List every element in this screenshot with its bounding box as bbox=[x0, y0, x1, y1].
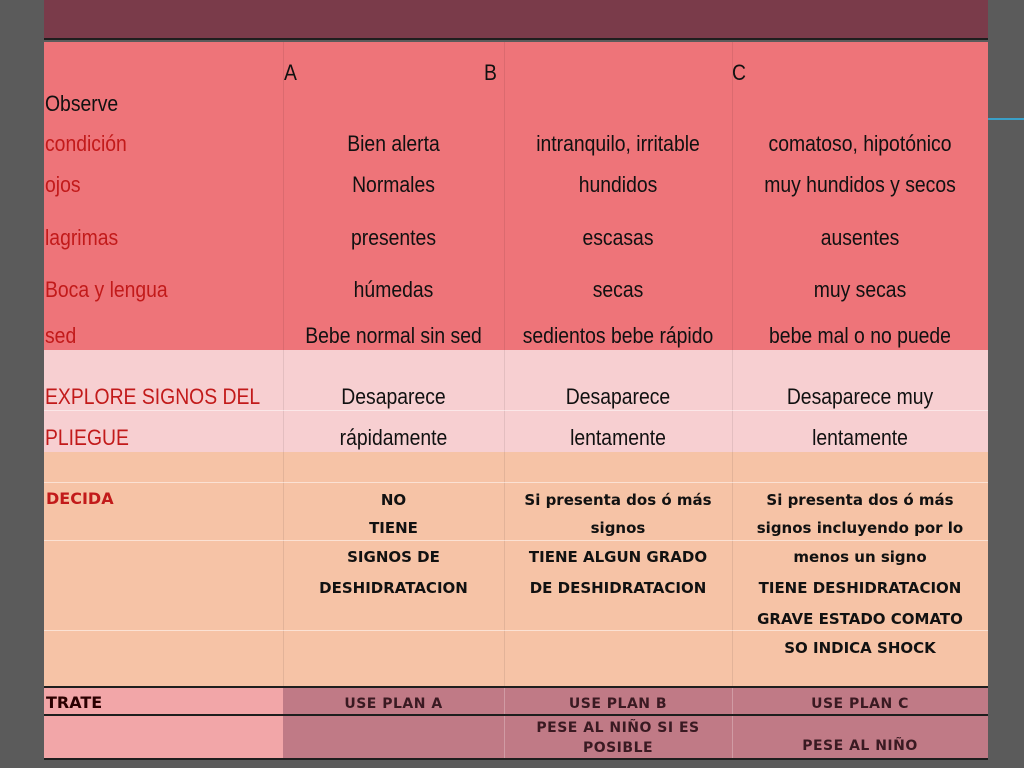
decide-row-divider-3 bbox=[44, 630, 988, 631]
cell-condicion-a: Bien alerta bbox=[347, 131, 440, 156]
explore-b-line-2: lentamente bbox=[570, 425, 666, 450]
cell-lagrimas-a: presentes bbox=[350, 225, 437, 250]
cell-boca-b: secas bbox=[592, 277, 644, 302]
column-header-a: A bbox=[284, 60, 297, 85]
row-label-ojos: ojos bbox=[45, 172, 81, 197]
explore-row-divider bbox=[44, 410, 988, 411]
decide-a-line-4: DESHIDRATACION bbox=[319, 579, 468, 597]
row-label-boca-lengua: Boca y lengua bbox=[45, 277, 168, 302]
explore-a-line-2: rápidamente bbox=[339, 425, 448, 450]
decide-c-line-6: SO INDICA SHOCK bbox=[784, 639, 936, 657]
table-bottom-rule bbox=[44, 758, 988, 760]
treat-weigh-c: PESE AL NIÑO bbox=[802, 738, 918, 754]
cell-boca-c: muy secas bbox=[813, 277, 907, 302]
treat-weigh-b: PESE AL NIÑO SI ES POSIBLE bbox=[536, 720, 700, 756]
dehydration-assessment-table bbox=[44, 0, 988, 760]
decide-c-line-2: signos incluyendo por lo bbox=[756, 519, 964, 537]
decide-row-divider-2 bbox=[44, 540, 988, 541]
treat-top-rule bbox=[44, 686, 988, 688]
decide-a-line-2: TIENE bbox=[369, 519, 418, 537]
column-header-c: C bbox=[732, 60, 746, 85]
explore-b-line-1: Desaparece bbox=[565, 384, 671, 409]
cell-ojos-c: muy hundidos y secos bbox=[764, 172, 956, 197]
row-label-condicion: condición bbox=[45, 131, 127, 156]
decide-b-line-1: Si presenta dos ó más bbox=[524, 491, 712, 509]
explore-c-line-2: lentamente bbox=[812, 425, 908, 450]
decide-c-line-1: Si presenta dos ó más bbox=[766, 491, 954, 509]
observe-label: Observe bbox=[45, 91, 119, 116]
treat-middle-rule bbox=[44, 714, 988, 716]
decide-b-line-3: TIENE ALGUN GRADO bbox=[528, 548, 708, 566]
cell-ojos-b: hundidos bbox=[578, 172, 658, 197]
explore-label-line-2: PLIEGUE bbox=[45, 425, 129, 450]
cell-sed-b: sedientos bebe rápido bbox=[522, 323, 714, 348]
decorative-accent-line bbox=[988, 118, 1024, 120]
explore-a-line-1: Desaparece bbox=[341, 384, 446, 409]
cell-ojos-a: Normales bbox=[352, 172, 435, 197]
row-label-lagrimas: lagrimas bbox=[45, 225, 119, 250]
decide-a-line-3: SIGNOS DE bbox=[347, 548, 440, 566]
decide-c-line-3: menos un signo bbox=[793, 548, 927, 566]
decide-row-divider-1 bbox=[44, 482, 988, 483]
treat-plan-a: USE PLAN A bbox=[344, 696, 443, 712]
decide-b-line-2: signos bbox=[590, 519, 646, 537]
cell-sed-c: bebe mal o no puede bbox=[769, 323, 951, 348]
explore-label-line-1: EXPLORE SIGNOS DEL bbox=[45, 384, 261, 409]
decide-label: DECIDA bbox=[46, 489, 114, 508]
cell-sed-a: Bebe normal sin sed bbox=[305, 323, 482, 348]
decide-c-line-4: TIENE DESHIDRATACION bbox=[758, 579, 962, 597]
decide-a-line-1: NO bbox=[380, 491, 407, 509]
explore-c-line-1: Desaparece muy bbox=[786, 384, 934, 409]
cell-condicion-c: comatoso, hipotónico bbox=[768, 131, 952, 156]
treat-plan-b: USE PLAN B bbox=[568, 696, 668, 712]
cell-lagrimas-c: ausentes bbox=[820, 225, 900, 250]
decide-c-line-5: GRAVE ESTADO COMATO bbox=[757, 610, 963, 628]
row-label-sed: sed bbox=[45, 323, 77, 348]
decide-b-line-4: DE DESHIDRATACION bbox=[529, 579, 707, 597]
treat-label: TRATE bbox=[46, 693, 103, 712]
cell-condicion-b: intranquilo, irritable bbox=[536, 131, 700, 156]
cell-lagrimas-b: escasas bbox=[582, 225, 654, 250]
treat-plan-c: USE PLAN C bbox=[811, 696, 909, 712]
cell-boca-a: húmedas bbox=[353, 277, 434, 302]
column-header-b: B bbox=[484, 60, 497, 85]
table-top-band bbox=[44, 0, 988, 40]
